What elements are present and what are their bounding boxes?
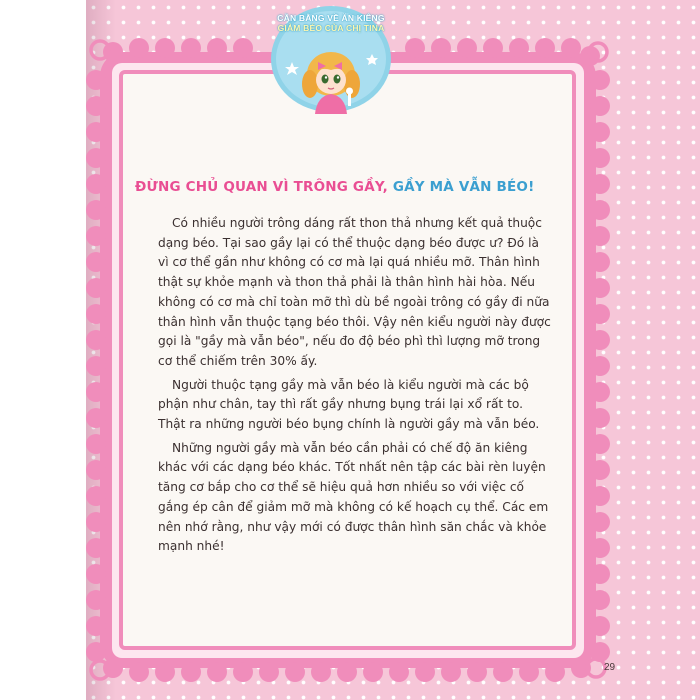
paragraph-3: Những người gầy mà vẫn béo cần phải có chế độ ăn kiêng khác với các dạng béo khác. Tốt nhất nên tập các bài rèn luyện tăng cơ bắp cho cơ thể sẽ hiệu quả hơn nhiều so với việc cố gắng ép cân để giảm mỡ mà không có kế hoạch cụ thể. Các em nên nhớ rằng, như vậy mới có được thân hình săn chắc và khỏe mạnh nhé! [158, 440, 549, 554]
body-text [158, 214, 553, 561]
heading-part2: GẦY MÀ VẪN BÉO! [392, 179, 535, 195]
badge-title-line2: GIẢM BÉO CỦA CHỊ TINA [277, 23, 385, 33]
badge-title [275, 13, 387, 33]
page-number: 29 [604, 662, 616, 673]
section-heading [135, 179, 575, 195]
paragraph-1: Có nhiều người trông dáng rất thon thả nhưng kết quả thuộc dạng béo. Tại sao gầy lại có thể thuộc dạng béo được ư? Đó là vì cơ thể gần như không có cơ mà lại quá nhiều mỡ. Thân hình thật sự khỏe mạnh và thon thả phải là thân hình hài hòa. Nếu không có cơ mà chỉ toàn mỡ thì dù bề ngoài trông có gầy đi nữa thân hình vẫn thuộc tạng béo thôi. Vậy nên kiểu người này được gọi là "gầy mà vẫn béo", nếu đo độ béo phì thì lượng mỡ trong cơ thể chiếm trên 30% ấy. [158, 216, 551, 368]
paragraph-2: Người thuộc tạng gầy mà vẫn béo là kiểu người mà các bộ phận như chân, tay thì rất gầy nhưng bụng trái lại xổ rất to. Thật ra những người béo bụng chính là người gầy mà vẫn béo. [158, 377, 540, 432]
badge-title-line1: CẦN BẰNG VỀ ĂN KIÊNG [277, 13, 385, 23]
heading-part1: ĐỪNG CHỦ QUAN VÌ TRÔNG GẦY, [135, 179, 393, 195]
